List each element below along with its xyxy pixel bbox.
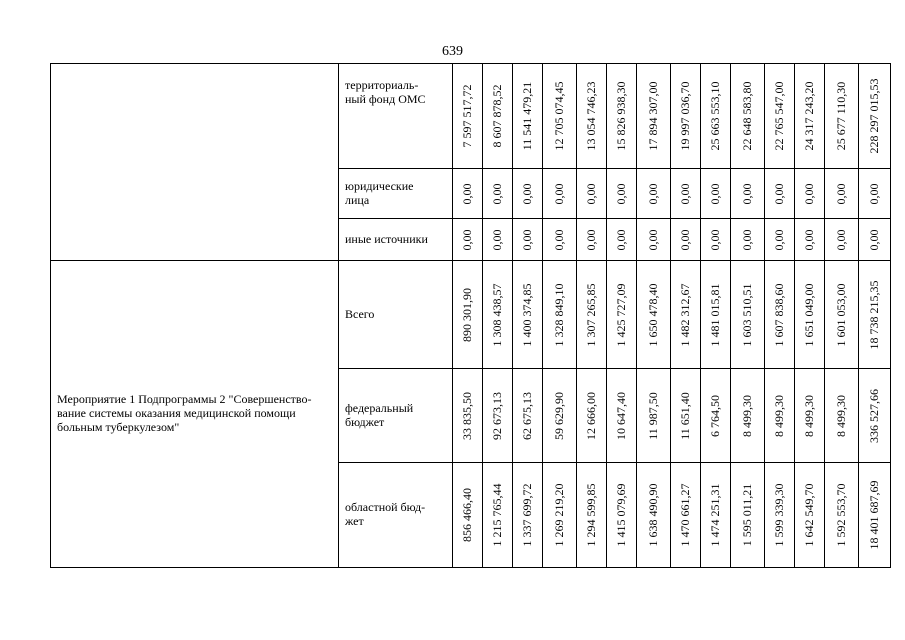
value-cell xyxy=(671,219,701,261)
value-cell xyxy=(483,219,513,261)
value-text: 0,00 xyxy=(519,229,534,250)
value-text: 22 648 583,80 xyxy=(739,81,754,151)
value-cell xyxy=(607,219,637,261)
value-text: 18 738 215,35 xyxy=(866,280,881,349)
value-text: 0,00 xyxy=(645,183,660,204)
value-cell xyxy=(765,64,795,169)
value-text: 0,00 xyxy=(801,229,816,250)
value-text: 12 666,00 xyxy=(583,391,598,440)
value-cell xyxy=(577,219,607,261)
funding-source-cell: федеральный бюджет xyxy=(339,369,453,463)
value-text: 1 651 049,00 xyxy=(801,283,816,346)
value-cell xyxy=(453,369,483,463)
funding-source-cell: территориаль- ный фонд ОМС xyxy=(339,64,453,169)
value-text: 1 308 438,57 xyxy=(489,283,504,346)
value-text: 33 835,50 xyxy=(459,391,474,440)
value-cell xyxy=(513,219,543,261)
value-text: 0,00 xyxy=(677,229,692,250)
value-cell xyxy=(543,64,577,169)
value-text: 59 629,90 xyxy=(551,391,566,440)
value-cell xyxy=(543,261,577,369)
value-text: 8 607 878,52 xyxy=(489,84,504,148)
value-cell xyxy=(543,463,577,568)
funding-source-cell: областной бюд- жет xyxy=(339,463,453,568)
value-text: 1 592 553,70 xyxy=(833,483,848,547)
value-cell xyxy=(483,369,513,463)
value-cell xyxy=(795,463,825,568)
value-cell xyxy=(701,64,731,169)
value-text: 1 599 339,30 xyxy=(771,483,786,547)
value-cell xyxy=(543,169,577,219)
value-text: 8 499,30 xyxy=(771,394,786,437)
value-cell xyxy=(483,463,513,568)
value-cell xyxy=(765,261,795,369)
value-cell xyxy=(671,463,701,568)
value-cell xyxy=(543,369,577,463)
value-cell xyxy=(577,169,607,219)
value-text: 1 595 011,21 xyxy=(739,483,754,547)
value-text: 0,00 xyxy=(677,183,692,204)
funding-source-cell: Всего xyxy=(339,261,453,369)
value-cell xyxy=(701,261,731,369)
value-cell xyxy=(637,219,671,261)
value-text: 92 673,13 xyxy=(489,391,504,440)
value-cell xyxy=(513,261,543,369)
value-text: 1 607 838,60 xyxy=(771,283,786,346)
value-cell xyxy=(825,219,859,261)
value-text: 8 499,30 xyxy=(801,394,816,437)
value-text: 0,00 xyxy=(739,183,754,204)
value-text: 0,00 xyxy=(833,229,848,250)
value-text: 11 651,40 xyxy=(677,391,692,440)
value-cell xyxy=(731,369,765,463)
value-text: 0,00 xyxy=(707,229,722,250)
value-cell xyxy=(577,369,607,463)
value-text: 13 054 746,23 xyxy=(583,81,598,151)
value-cell xyxy=(607,369,637,463)
value-text: 0,00 xyxy=(551,229,566,250)
value-cell xyxy=(731,169,765,219)
value-cell xyxy=(859,463,891,568)
value-text: 1 337 699,72 xyxy=(519,483,534,547)
value-cell xyxy=(513,463,543,568)
value-text: 0,00 xyxy=(866,183,881,204)
value-cell xyxy=(701,463,731,568)
page-number: 639 xyxy=(442,44,463,59)
value-cell xyxy=(577,64,607,169)
value-cell xyxy=(765,169,795,219)
value-text: 1 601 053,00 xyxy=(833,283,848,346)
value-cell xyxy=(671,261,701,369)
value-text: 1 474 251,31 xyxy=(707,483,722,547)
value-cell xyxy=(765,463,795,568)
value-cell xyxy=(577,463,607,568)
value-cell xyxy=(859,64,891,169)
value-cell xyxy=(671,369,701,463)
value-text: 8 499,30 xyxy=(833,394,848,437)
value-cell xyxy=(637,64,671,169)
value-text: 1 482 312,67 xyxy=(677,283,692,346)
value-text: 0,00 xyxy=(771,183,786,204)
value-text: 12 705 074,45 xyxy=(551,81,566,151)
measure-cell: Мероприятие 1 Подпрограммы 2 "Совершенство- вание системы оказания медицинской помощи больным туберкулезом" xyxy=(51,261,339,568)
table-row xyxy=(51,64,891,169)
value-text: 25 677 110,30 xyxy=(833,81,848,151)
value-text: 22 765 547,00 xyxy=(771,81,786,151)
value-text: 1 328 849,10 xyxy=(551,283,566,346)
value-text: 1 425 727,09 xyxy=(613,283,628,346)
value-text: 0,00 xyxy=(519,183,534,204)
value-cell xyxy=(765,219,795,261)
value-cell xyxy=(701,369,731,463)
value-cell xyxy=(453,463,483,568)
value-cell xyxy=(701,169,731,219)
value-text: 1 638 490,90 xyxy=(645,483,660,547)
value-cell xyxy=(607,169,637,219)
value-text: 25 663 553,10 xyxy=(707,81,722,151)
value-cell xyxy=(731,64,765,169)
value-text: 0,00 xyxy=(866,229,881,250)
value-cell xyxy=(731,261,765,369)
value-text: 0,00 xyxy=(489,183,504,204)
value-text: 0,00 xyxy=(771,229,786,250)
value-cell xyxy=(577,261,607,369)
value-cell xyxy=(453,169,483,219)
value-cell xyxy=(637,369,671,463)
value-cell xyxy=(825,169,859,219)
value-cell xyxy=(795,64,825,169)
value-text: 0,00 xyxy=(833,183,848,204)
value-text: 0,00 xyxy=(489,229,504,250)
value-text: 1 307 265,85 xyxy=(583,283,598,346)
value-text: 18 401 687,69 xyxy=(866,480,881,550)
value-cell xyxy=(637,261,671,369)
value-cell xyxy=(543,219,577,261)
value-text: 7 597 517,72 xyxy=(459,84,474,148)
value-cell xyxy=(795,219,825,261)
value-cell xyxy=(731,463,765,568)
value-text: 890 301,90 xyxy=(459,287,474,342)
value-cell xyxy=(795,261,825,369)
value-text: 1 294 599,85 xyxy=(583,483,598,547)
value-text: 11 541 479,21 xyxy=(519,81,534,151)
value-text: 1 269 219,20 xyxy=(551,483,566,547)
measure-cell xyxy=(51,64,339,261)
value-cell xyxy=(453,261,483,369)
value-cell xyxy=(483,64,513,169)
value-text: 0,00 xyxy=(801,183,816,204)
value-text: 0,00 xyxy=(707,183,722,204)
table-row xyxy=(51,261,891,369)
value-text: 0,00 xyxy=(645,229,660,250)
value-cell xyxy=(671,64,701,169)
value-cell xyxy=(765,369,795,463)
value-cell xyxy=(825,463,859,568)
value-text: 1 603 510,51 xyxy=(739,283,754,346)
value-cell xyxy=(795,369,825,463)
value-text: 1 215 765,44 xyxy=(489,483,504,547)
value-cell xyxy=(453,64,483,169)
value-cell xyxy=(825,64,859,169)
value-cell xyxy=(795,169,825,219)
value-cell xyxy=(483,261,513,369)
value-text: 0,00 xyxy=(739,229,754,250)
value-text: 1 481 015,81 xyxy=(707,283,722,346)
value-cell xyxy=(825,369,859,463)
value-cell xyxy=(607,463,637,568)
value-cell xyxy=(483,169,513,219)
value-cell xyxy=(859,169,891,219)
value-text: 11 987,50 xyxy=(645,391,660,440)
value-cell xyxy=(513,169,543,219)
value-cell xyxy=(513,64,543,169)
value-text: 6 764,50 xyxy=(707,394,722,437)
value-text: 19 997 036,70 xyxy=(677,81,692,151)
value-cell xyxy=(825,261,859,369)
funding-source-cell: иные источники xyxy=(339,219,453,261)
value-text: 62 675,13 xyxy=(519,391,534,440)
value-cell xyxy=(671,169,701,219)
value-text: 1 642 549,70 xyxy=(801,483,816,547)
value-text: 0,00 xyxy=(459,229,474,250)
value-cell xyxy=(701,219,731,261)
value-cell xyxy=(637,463,671,568)
value-text: 1 400 374,85 xyxy=(519,283,534,346)
value-text: 228 297 015,53 xyxy=(866,78,881,154)
value-text: 0,00 xyxy=(613,229,628,250)
value-text: 0,00 xyxy=(459,183,474,204)
value-text: 0,00 xyxy=(613,183,628,204)
value-text: 336 527,66 xyxy=(866,388,881,443)
value-cell xyxy=(513,369,543,463)
value-cell xyxy=(607,64,637,169)
value-text: 0,00 xyxy=(583,229,598,250)
value-text: 10 647,40 xyxy=(613,391,628,440)
value-text: 24 317 243,20 xyxy=(801,81,816,151)
funding-source-cell: юридические лица xyxy=(339,169,453,219)
value-cell xyxy=(859,369,891,463)
value-text: 0,00 xyxy=(583,183,598,204)
value-text: 17 894 307,00 xyxy=(645,81,660,151)
value-cell xyxy=(637,169,671,219)
value-text: 1 415 079,69 xyxy=(613,483,628,547)
value-text: 0,00 xyxy=(551,183,566,204)
value-text: 15 826 938,30 xyxy=(613,81,628,151)
value-cell xyxy=(859,219,891,261)
value-cell xyxy=(607,261,637,369)
financing-table xyxy=(50,63,891,568)
value-text: 856 466,40 xyxy=(459,488,474,542)
value-cell xyxy=(453,219,483,261)
value-cell xyxy=(859,261,891,369)
value-text: 8 499,30 xyxy=(739,394,754,437)
value-text: 1 650 478,40 xyxy=(645,283,660,346)
value-text: 1 470 661,27 xyxy=(677,483,692,547)
value-cell xyxy=(731,219,765,261)
